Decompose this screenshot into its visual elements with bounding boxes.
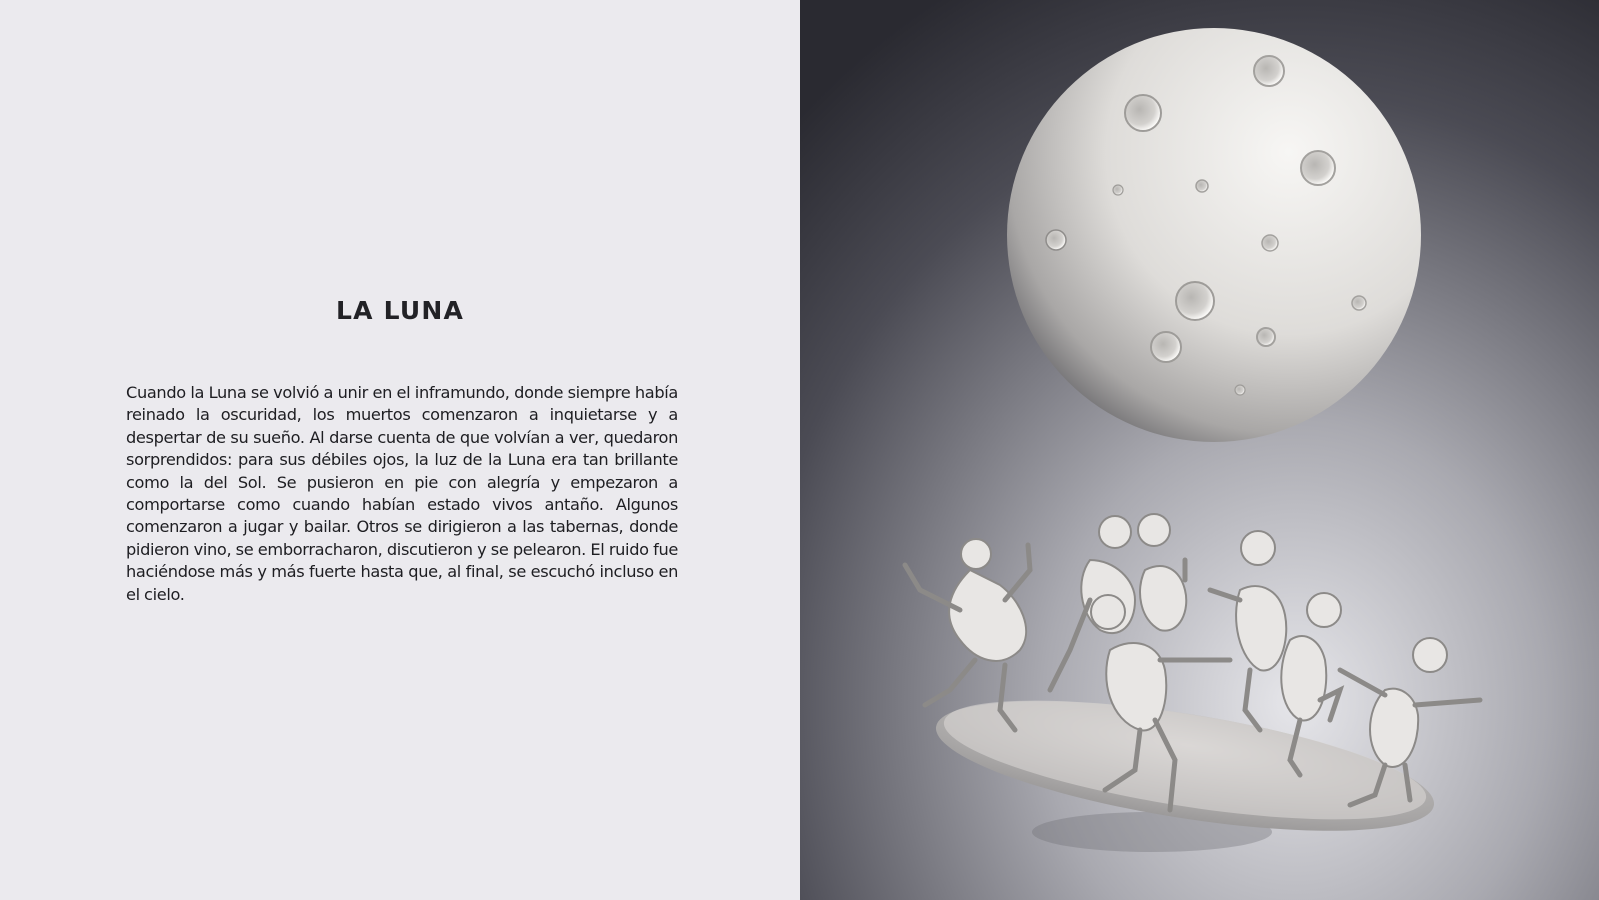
moon — [1007, 28, 1421, 442]
story-paragraph: Cuando la Luna se volvió a unir en el inframundo, donde siempre había reinado la oscuridad, los muertos comenzaron a inquietarse y a despertar de su sueño. Al darse cuenta de que volvían a ver, quedaron sorprendidos: para sus débiles ojos, la luz de la Luna era tan brillante como la del Sol. Se pusieron en pie con alegría y empezaron a comportarse como cuando habían estado vivos antaño. Algunos comenzaron a jugar y bailar. Otros se dirigieron a las tabernas, donde pidieron vino, se emborracharon, discutieron y se pelearon. El ruido fue haciéndose más y más fuerte hasta que, al final, se escuchó incluso en el cielo. — [126, 383, 678, 604]
page-title: LA LUNA — [336, 296, 464, 325]
moon-and-skeletons-illustration — [800, 0, 1599, 900]
illustration-page — [800, 0, 1599, 900]
